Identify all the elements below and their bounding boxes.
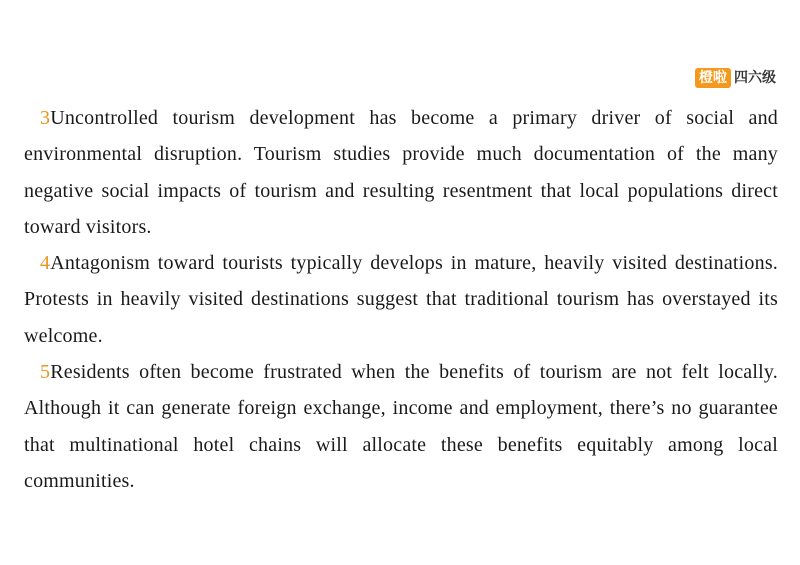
brand-label: 四六级 bbox=[734, 70, 776, 86]
paragraph-text: Antagonism toward tourists typically develops in mature, heavily visited destinations. Protests in heavily visited destinations suggest that traditional tourism has overstayed its welcome. bbox=[24, 252, 778, 347]
paragraph-number: 5 bbox=[40, 361, 51, 384]
paragraph-number: 3 bbox=[40, 107, 51, 129]
paragraph-5 bbox=[24, 354, 778, 499]
article-body bbox=[24, 100, 778, 499]
paragraph-number: 4 bbox=[40, 252, 51, 275]
paragraph-text: Residents often become frustrated when the benefits of tourism are not felt locally. Although it can generate foreign exchange, income and employment, there’s no guarantee that multinational hotel chains will allocate these benefits equitably among local communities. bbox=[24, 361, 778, 492]
brand-logo: 橙啦 bbox=[695, 68, 731, 88]
paragraph-4 bbox=[24, 245, 778, 354]
brand-header bbox=[695, 68, 776, 88]
paragraph-3 bbox=[24, 100, 778, 245]
paragraph-text: Uncontrolled tourism development has become a primary driver of social and environmental disruption. Tourism studies provide much documentation of the many negative social impacts of tourism and resulting resentment that local populations direct toward visitors. bbox=[24, 107, 778, 238]
